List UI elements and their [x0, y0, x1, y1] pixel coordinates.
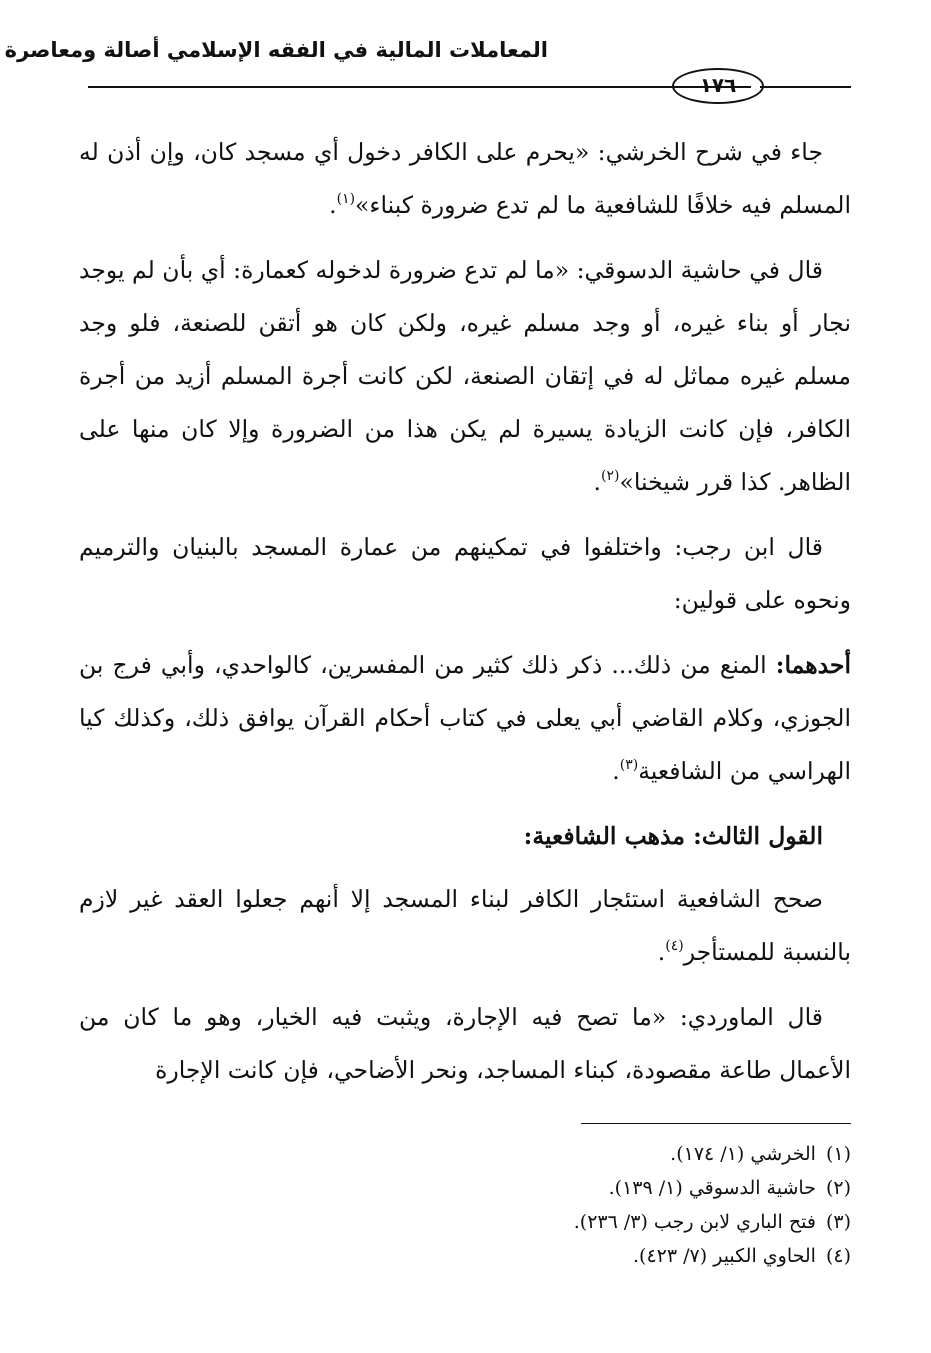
paragraph-shafii — [79, 873, 851, 979]
paragraph-text: قال في حاشية الدسوقي: «ما لم تدع ضرورة لدخوله كعمارة: أي بأن لم يوجد نجار أو بناء غيره، أو وجد مسلم غيره، ولكن كان هو أتقن للصنعة، فلو وجد مسلم غيره مماثل له في إتقان الصنعة، لكن كانت أجرة المسلم أزيد من أجرة الكافر، فإن كانت الزيادة يسيرة لم يكن هذا من الضرورة وإلا كان منها على الظاهر. كذا قرر شيخنا» — [79, 256, 851, 496]
footnote-text: الخرشي (١/ ١٧٤). — [670, 1143, 816, 1165]
paragraph-ibn-rajab — [79, 521, 851, 627]
footnote-ref: (٤) — [665, 938, 684, 954]
footnote-item — [351, 1239, 851, 1273]
header-rule-right — [760, 86, 851, 88]
main-text — [79, 126, 851, 1109]
running-header-title: المعاملات المالية في الفقه الإسلامي أصالة ومعاصرة — [4, 38, 548, 62]
footnote-item — [351, 1205, 851, 1239]
footnote-ref: (٢) — [600, 468, 620, 484]
paragraph-first-opinion — [79, 639, 851, 798]
paragraph-text: قال الماوردي: «ما تصح فيه الإجارة، ويثبت فيه الخيار، وهو ما كان من الأعمال طاعة مقصودة، كبناء المساجد، ونحر الأضاحي، فإن كانت الإجارة — [79, 1003, 851, 1084]
page-number: ١٧٦ — [672, 68, 764, 104]
footnotes-list — [351, 1137, 851, 1273]
paragraph-kharashi — [79, 126, 851, 232]
footnote-item — [351, 1137, 851, 1171]
paragraph-end: . — [329, 191, 337, 219]
paragraph-text: صحح الشافعية استئجار الكافر لبناء المسجد إلا أنهم جعلوا العقد غير لازم بالنسبة للمستأجر — [79, 885, 851, 966]
footnote-ref: (١) — [336, 191, 356, 207]
footnote-number: (٢) — [825, 1177, 851, 1199]
paragraph-text: المنع من ذلك... ذكر ذلك كثير من المفسرين، كالواحدي، وأبي فرج بن الجوزي، وكلام القاضي أبي يعلى في كتاب أحكام القرآن يوافق ذلك، وكذلك كيا الهراسي من الشافعية — [79, 651, 851, 785]
footnote-item — [351, 1171, 851, 1205]
footnote-text: فتح الباري لابن رجب (٣/ ٢٣٦). — [573, 1211, 816, 1233]
footnote-separator — [581, 1123, 851, 1124]
header-rule-left — [88, 86, 751, 88]
footnote-number: (٤) — [825, 1245, 851, 1267]
footnote-text: الحاوي الكبير (٧/ ٤٢٣). — [633, 1245, 816, 1267]
paragraph-end: . — [657, 938, 666, 966]
footnote-number: (٣) — [825, 1211, 851, 1233]
paragraph-end: . — [612, 757, 620, 785]
footnote-ref: (٣) — [619, 757, 639, 773]
footnote-text: حاشية الدسوقي (١/ ١٣٩). — [608, 1177, 816, 1199]
paragraph-lead: أحدهما: — [775, 651, 851, 679]
paragraph-text: جاء في شرح الخرشي: «يحرم على الكافر دخول أي مسجد كان، وإن أذن له المسلم فيه خلافًا للشافعية ما لم تدع ضرورة كبناء» — [79, 138, 851, 219]
section-heading — [79, 810, 851, 863]
section-heading-text: القول الثالث: مذهب الشافعية: — [523, 822, 823, 850]
footnote-number: (١) — [825, 1143, 851, 1165]
paragraph-mawardi — [79, 991, 851, 1097]
paragraph-text: قال ابن رجب: واختلفوا في تمكينهم من عمارة المسجد بالبنيان والترميم ونحوه على قولين: — [79, 533, 851, 614]
paragraph-dasuqi — [79, 244, 851, 509]
paragraph-end: . — [593, 468, 601, 496]
